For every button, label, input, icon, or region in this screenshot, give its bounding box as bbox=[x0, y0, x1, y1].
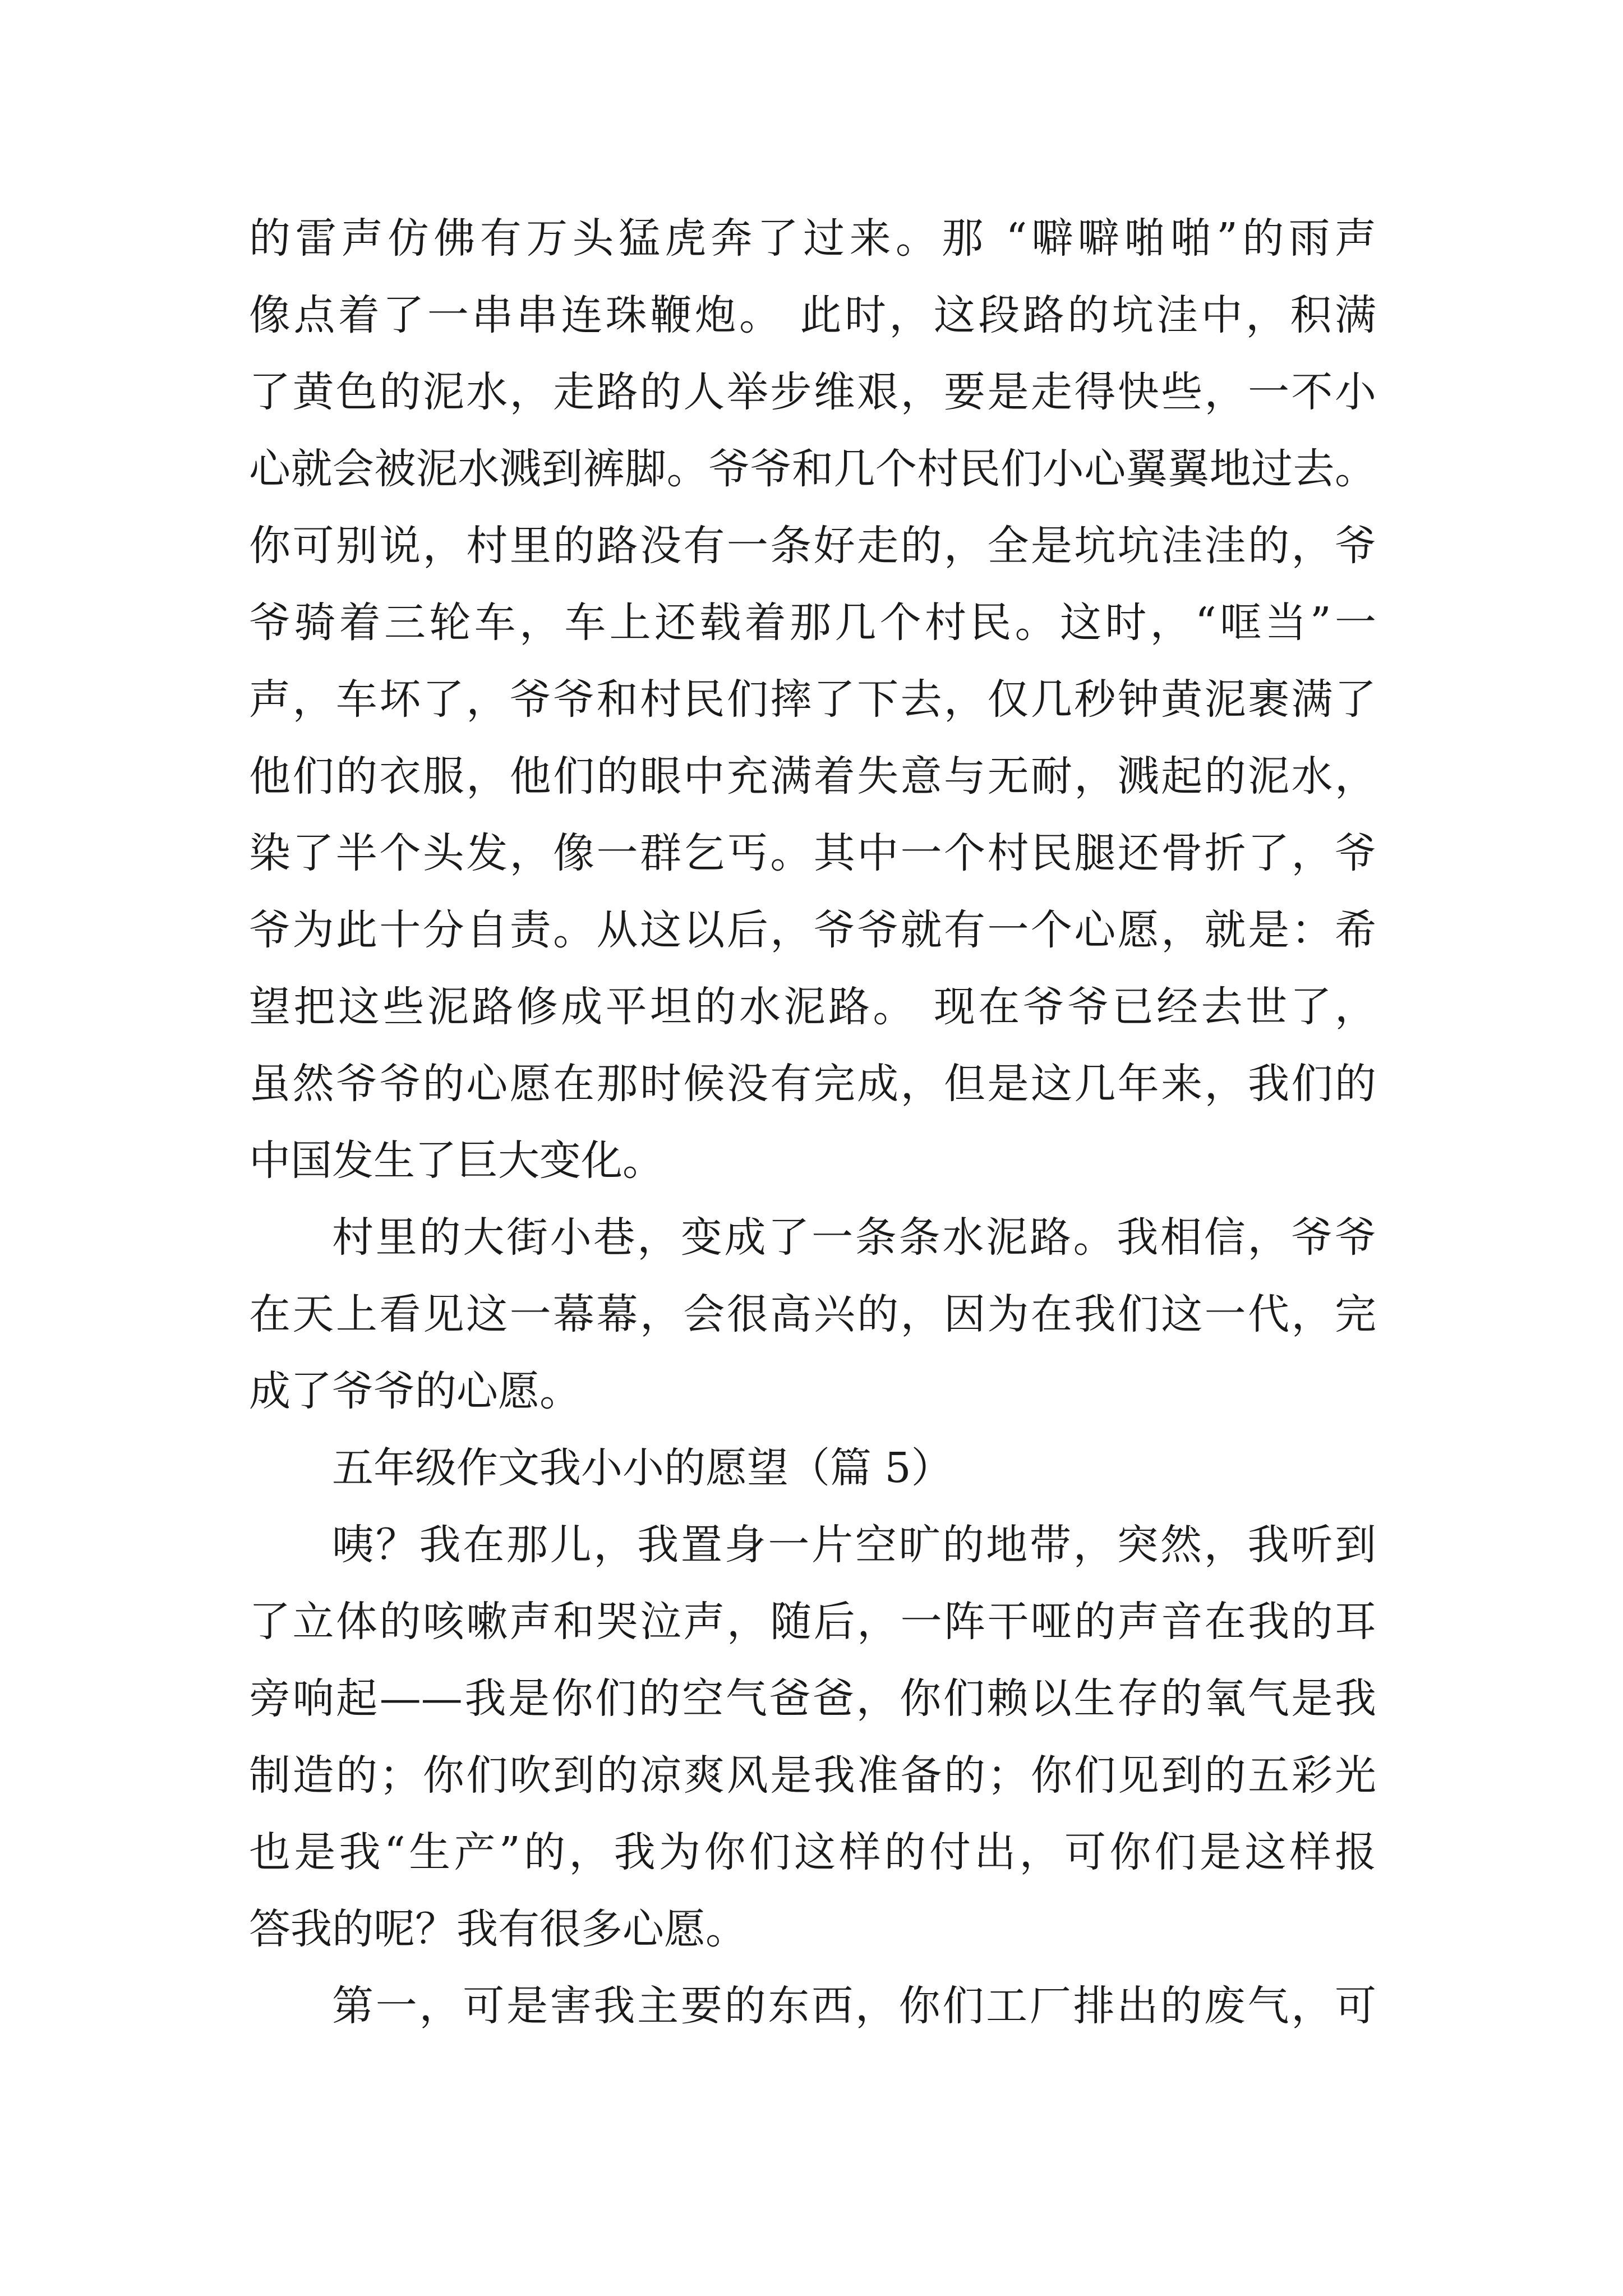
text-line: 你可别说，村里的路没有一条好走的，全是坑坑洼洼的，爷 bbox=[249, 522, 1376, 570]
text-line: 声，车坏了，爷爷和村民们摔了下去，仅几秒钟黄泥裹满了 bbox=[249, 675, 1376, 724]
text-line: 的雷声仿佛有万头猛虎奔了过来。那 “噼噼啪啪”的雨声 bbox=[249, 214, 1376, 263]
paragraph-first-line: 第一，可是害我主要的东西，你们工厂排出的废气，可 bbox=[332, 1982, 1376, 2030]
paragraph-first-line: 咦？我在那儿，我置身一片空旷的地带，突然，我听到 bbox=[332, 1521, 1376, 1569]
text-line: 了立体的咳嗽声和哭泣声，随后，一阵干哑的声音在我的耳 bbox=[249, 1598, 1376, 1646]
text-line: 他们的衣服，他们的眼中充满着失意与无耐，溅起的泥水， bbox=[249, 752, 1376, 800]
text-line: 爷为此十分自责。从这以后，爷爷就有一个心愿，就是：希 bbox=[249, 906, 1376, 954]
text-line: 制造的；你们吹到的凉爽风是我准备的；你们见到的五彩光 bbox=[249, 1751, 1376, 1800]
text-line: 像点着了一串串连珠鞭炮。 此时，这段路的坑洼中，积满 bbox=[249, 291, 1376, 339]
text-line: 了黄色的泥水，走路的人举步维艰，要是走得快些，一不小 bbox=[249, 368, 1376, 416]
text-line: 答我的呢？我有很多心愿。 bbox=[249, 1905, 747, 1953]
text-line: 心就会被泥水溅到裤脚。爷爷和几个村民们小心翼翼地过去。 bbox=[249, 445, 1376, 493]
text-line: 旁响起——我是你们的空气爸爸，你们赖以生存的氧气是我 bbox=[249, 1674, 1376, 1723]
text-line: 染了半个头发，像一群乞丐。其中一个村民腿还骨折了，爷 bbox=[249, 829, 1376, 877]
text-line: 望把这些泥路修成平坦的水泥路。 现在爷爷已经去世了， bbox=[249, 983, 1376, 1031]
text-line: 在天上看见这一幕幕，会很高兴的，因为在我们这一代，完 bbox=[249, 1290, 1376, 1338]
text-line: 也是我“生产”的，我为你们这样的付出，可你们是这样报 bbox=[249, 1828, 1376, 1876]
text-line: 爷骑着三轮车，车上还载着那几个村民。这时，“哐当”一 bbox=[249, 599, 1376, 647]
section-heading: 五年级作文我小小的愿望（篇 5） bbox=[332, 1444, 953, 1492]
text-line: 成了爷爷的心愿。 bbox=[249, 1367, 581, 1415]
text-line: 虽然爷爷的心愿在那时候没有完成，但是这几年来，我们的 bbox=[249, 1060, 1376, 1108]
paragraph-first-line: 村里的大街小巷，变成了一条条水泥路。我相信，爷爷 bbox=[332, 1213, 1376, 1262]
text-line: 中国发生了巨大变化。 bbox=[249, 1137, 664, 1185]
